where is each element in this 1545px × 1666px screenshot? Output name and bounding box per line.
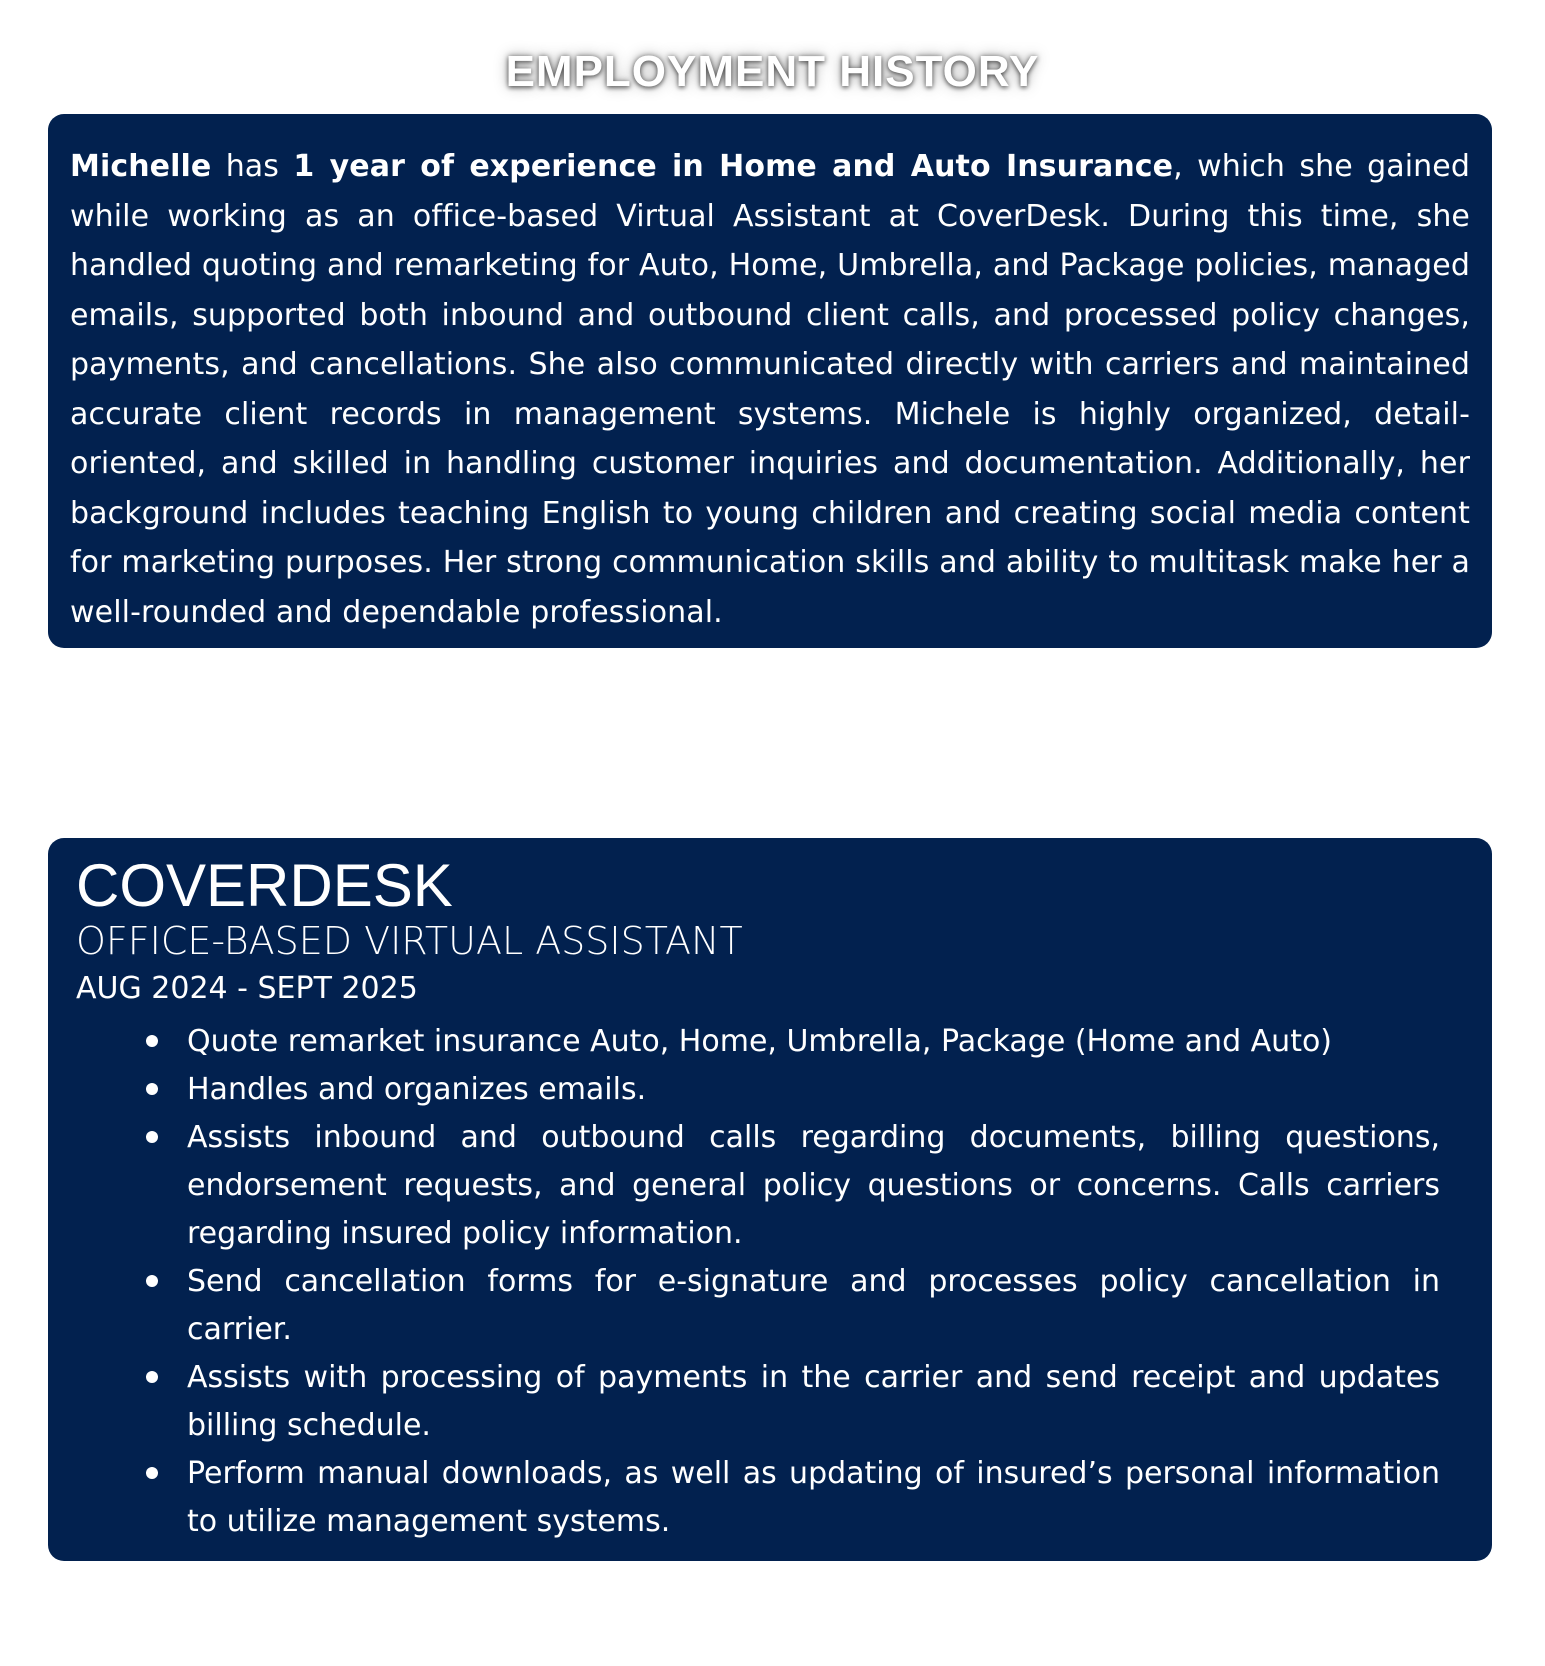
duty-text: Quote remarket insurance Auto, Home, Umbrella, Package (Home and Auto) [187, 1024, 1333, 1059]
bullet-icon [146, 1083, 158, 1095]
summary-highlight: 1 year of experience in Home and Auto Insurance [293, 149, 1174, 184]
summary-body: , which she gained while working as an office-based Virtual Assistant at CoverDesk. During this time, she handled quoting and remarketing for Auto, Home, Umbrella, and Package policies, managed emails, supported both inbound and outbound client calls, and processed policy changes, payments, and cancellations. She also communicated directly with carriers and maintained accurate client records in management systems. Michele is highly organized, detail-oriented, and skilled in handling customer inquiries and documentation. Additionally, her background includes teaching English to young children and creating social media content for marketing purposes. Her strong communication skills and ability to multitask make her a well-rounded and dependable professional. [70, 149, 1470, 630]
duty-item [187, 1450, 1440, 1546]
duty-text: Perform manual downloads, as well as updating of insured’s personal information to utilize management systems. [187, 1456, 1440, 1539]
duty-item [187, 1066, 1440, 1114]
duty-text: Assists inbound and outbound calls regarding documents, billing questions, endorsement requests, and general policy questions or concerns. Calls carriers regarding insured policy information. [187, 1120, 1440, 1251]
bullet-icon [146, 1131, 158, 1143]
duties-list [76, 1018, 1440, 1546]
duty-item [187, 1114, 1440, 1258]
duty-text: Assists with processing of payments in the carrier and send receipt and updates billing schedule. [187, 1360, 1440, 1443]
job-title: OFFICE-BASED VIRTUAL ASSISTANT [76, 919, 743, 963]
duty-text: Handles and organizes emails. [187, 1072, 647, 1107]
bullet-icon [146, 1467, 158, 1479]
employment-dates: AUG 2024 - SEPT 2025 [76, 971, 418, 1006]
summary-card [48, 114, 1492, 648]
duty-text: Send cancellation forms for e-signature and processes policy cancellation in carrier. [187, 1264, 1440, 1347]
summary-text [70, 142, 1470, 637]
bullet-icon [146, 1035, 158, 1047]
duty-item [187, 1258, 1440, 1354]
company-name: COVERDESK [76, 852, 453, 919]
duty-item [187, 1354, 1440, 1450]
summary-connector: has [211, 149, 294, 184]
bullet-icon [146, 1371, 158, 1383]
summary-name: Michelle [70, 149, 212, 184]
job-card [48, 838, 1492, 1561]
section-title: EMPLOYMENT HISTORY [505, 47, 1040, 96]
duty-item [187, 1018, 1440, 1066]
bullet-icon [146, 1275, 158, 1287]
